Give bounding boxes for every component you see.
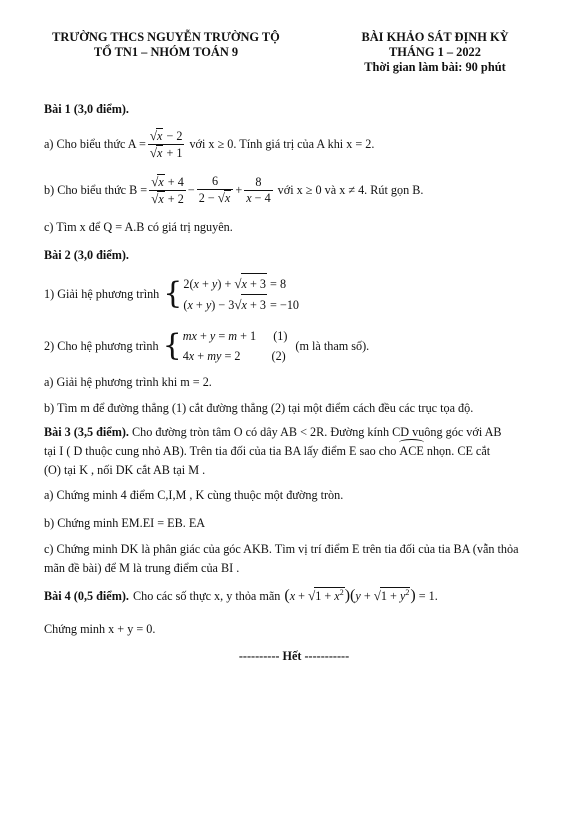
arc-label: ACE <box>399 444 424 458</box>
bai3-a: a) Chứng minh 4 điểm C,I,M , K cùng thuộc một đường tròn. <box>44 488 344 502</box>
bai1-a-suffix: với x ≥ 0. Tính giá trị của A khi x = 2. <box>189 136 375 151</box>
system-brace-1: { <box>163 276 183 311</box>
eq2-label: (2) <box>271 349 286 363</box>
bai3-title: Bài 3 (3,5 điểm). <box>44 425 129 439</box>
fraction-B2: $\frac{6}{2 - √x}$ <box>197 174 234 206</box>
bai3-intro <box>44 423 552 480</box>
bai3-c-2: mãn đề bài) để M là trung điểm của BI . <box>44 561 240 575</box>
bai2-a: a) Giải hệ phương trình khi m = 2. <box>44 375 212 389</box>
bai1-a <box>44 126 374 162</box>
fraction-B3: $\frac{8}{x - 4}$ <box>246 174 271 205</box>
bai1-c: c) Tìm x để Q = A.B có giá trị nguyên. <box>44 220 233 234</box>
bai3-c-1: c) Chứng minh DK là phân giác của góc AKB. Tìm vị trí điểm E trên tia đối của tia BA (vẫn thỏa <box>44 542 519 556</box>
bai4-prove: Chứng minh x + y = 0. <box>44 622 156 636</box>
bai4 <box>44 584 438 608</box>
bai3-intro-2: tại I ( D thuộc cung nhỏ AB). Trên tia đối của tia BA lấy điểm E sao cho <box>44 444 397 458</box>
end-marker: ---------- Hết ----------- <box>238 649 350 663</box>
bai2-2 <box>44 325 369 367</box>
exam-time: Thời gian làm bài: 90 phút <box>364 60 506 74</box>
bai2-2-prefix: 2) Cho hệ phương trình <box>44 338 159 353</box>
exam-month: THÁNG 1 – 2022 <box>389 45 481 59</box>
eq1-label: (1) <box>273 329 288 343</box>
system-2: mx + y = m + 1 (1) 4x + my = 2 (2) <box>182 329 288 363</box>
bai2-1 <box>44 273 299 315</box>
exam-title: BÀI KHẢO SÁT ĐỊNH KỲ <box>361 30 509 44</box>
fraction-B1: $\frac{√x + 4}{√x + 2}$ <box>151 173 184 206</box>
bai4-equation: $(x + √1 + x^2)(y + √1 + y^2) = 1$. <box>284 587 438 605</box>
bai3-intro-3: (O) tại K , nối DK cắt AB tại M . <box>44 463 206 477</box>
bai1-title: Bài 1 (3,0 điểm). <box>44 102 129 116</box>
arc-ACE <box>399 442 423 461</box>
school-name: TRƯỜNG THCS NGUYỄN TRƯỜNG TỘ <box>52 30 280 44</box>
bai2-title: Bài 2 (3,0 điểm). <box>44 248 129 262</box>
bai2-b: b) Tìm m để đường thẳng (1) cắt đường thẳng (2) tại một điểm cách đều các trục tọa độ. <box>44 401 474 415</box>
bai2-1-prefix: 1) Giải hệ phương trình <box>44 286 160 301</box>
bai1-b-suffix: với x ≥ 0 và x ≠ 4. Rút gọn B. <box>277 182 424 197</box>
bai3-intro-2b: nhọn. CE cắt <box>426 444 491 458</box>
bai2-2-suffix: (m là tham số). <box>295 338 370 353</box>
bai1-a-prefix: a) Cho biểu thức A = <box>44 136 146 151</box>
system-brace-2: { <box>162 328 182 363</box>
fraction-A: $\frac{√x - 2}{√x + 1}$ <box>149 127 183 160</box>
system-1: 2(x + y) + √x + 3 = 8 (x + y) − 3√x + 3 = −10 <box>183 273 299 315</box>
group-name: TỔ TN1 – NHÓM TOÁN 9 <box>93 45 239 59</box>
bai3-c <box>44 540 552 578</box>
bai4-title: Bài 4 (0,5 điểm). <box>44 588 129 603</box>
bai3-b: b) Chứng minh EM.EI = EB. EA <box>44 516 206 530</box>
bai4-text: Cho các số thực x, y thỏa mãn <box>132 588 281 603</box>
bai1-b-prefix: b) Cho biểu thức B = <box>44 182 148 197</box>
bai3-intro-1: Cho đường tròn tâm O có dây AB < 2R. Đường kính CD vuông góc với AB <box>132 425 502 439</box>
bai1-b: b) Cho biểu thức B = $\frac{√x + 4}{√x + 2}$ − $\frac{6}{2 - √x}$ + $\frac{8}{x - 4}$ với x ≥ 0 và x ≠ 4. Rút gọn B. <box>44 173 424 206</box>
